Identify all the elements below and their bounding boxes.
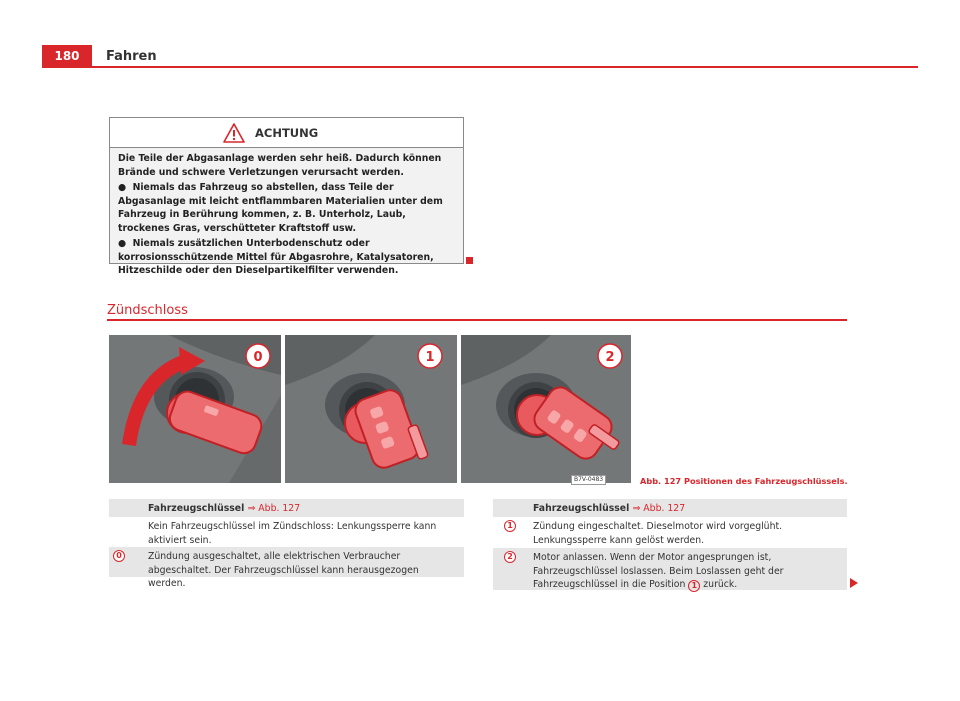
figure-image-id: B7V-0483: [571, 475, 606, 485]
warning-triangle-icon: [223, 123, 245, 143]
warning-box: [109, 117, 464, 276]
row-text: Kein Fahrzeugschlüssel im Zündschloss: Lenkungssperre kann aktiviert sein.: [148, 521, 437, 546]
position-2-label-icon: [597, 343, 623, 369]
row-text: Motor anlassen. Wenn der Motor angesprungen ist, Fahrzeugschlüssel loslassen. Beim Loslassen geht der Fahrzeugschlüssel in die Position: [533, 552, 784, 590]
warning-bullet: ● Niemals zusätzlichen Unterbodenschutz oder korrosionsschützende Mittel für Abgasrohre, Katalysatoren, Hitzeschilde oder den Dieselpartikelfilter verwenden.: [118, 238, 434, 276]
ignition-key-figure: [109, 335, 631, 483]
figure-panel-position-0: [109, 335, 281, 483]
table-row: [109, 517, 464, 547]
table-row: [493, 548, 847, 590]
figure-panel-position-2: [461, 335, 631, 483]
panel-label-0: 0: [253, 350, 263, 365]
header-rule: [92, 66, 918, 68]
bullet-icon: ●: [118, 238, 133, 249]
panel-label-2: 2: [605, 350, 615, 365]
position-marker-0: 0: [113, 550, 125, 562]
position-1-label-icon: [417, 343, 443, 369]
section-title: Zündschloss: [107, 303, 188, 318]
chapter-title: Fahren: [106, 49, 157, 64]
section-rule: [107, 319, 847, 321]
position-0-label-icon: [245, 343, 271, 369]
table-header: [493, 499, 847, 517]
figure-reference-link[interactable]: ⇒ Abb. 127: [632, 503, 686, 514]
position-marker-2: 2: [504, 551, 516, 563]
warning-intro: Die Teile der Abgasanlage werden sehr heiß. Dadurch können Brände und schwere Verletzungen verursacht werden.: [118, 153, 442, 178]
key-positions-table-right: [493, 499, 847, 590]
warning-title: ACHTUNG: [255, 126, 319, 140]
continue-arrow-icon: [850, 578, 858, 588]
table-row: [493, 517, 847, 548]
table-row: [109, 547, 464, 589]
row-text-end: zurück.: [703, 579, 738, 590]
key-positions-table-left: [109, 499, 464, 589]
bullet-icon: ●: [118, 182, 133, 193]
position-marker-1: 1: [504, 520, 516, 532]
figure-caption: Abb. 127 Positionen des Fahrzeugschlüssels.: [640, 476, 848, 486]
warning-header: [110, 118, 463, 148]
end-of-section-marker: [466, 257, 473, 264]
figure-panel-position-1: [285, 335, 457, 483]
table-header-label: Fahrzeugschlüssel: [533, 503, 630, 514]
inline-position-marker-1: 1: [688, 580, 700, 592]
row-text: Zündung eingeschaltet. Dieselmotor wird vorgeglüht. Lenkungssperre kann gelöst werden.: [533, 521, 783, 546]
row-text: Zündung ausgeschaltet, alle elektrischen Verbraucher abgeschaltet. Der Fahrzeugschlüssel kann herausgezogen werden.: [148, 551, 419, 589]
table-header-label: Fahrzeugschlüssel: [148, 503, 245, 514]
warning-bullet: ● Niemals das Fahrzeug so abstellen, dass Teile der Abgasanlage mit leicht entflammbaren Materialien unter dem Fahrzeug in Berührung kommen, z. B. Unterholz, Laub, trockenes Gras, verschütteter Kraftstoff usw.: [118, 182, 443, 234]
figure-reference-link[interactable]: ⇒ Abb. 127: [247, 503, 301, 514]
warning-body: [110, 148, 463, 278]
table-header: [109, 499, 464, 517]
page-number: 180: [42, 45, 92, 68]
panel-label-1: 1: [425, 350, 435, 365]
